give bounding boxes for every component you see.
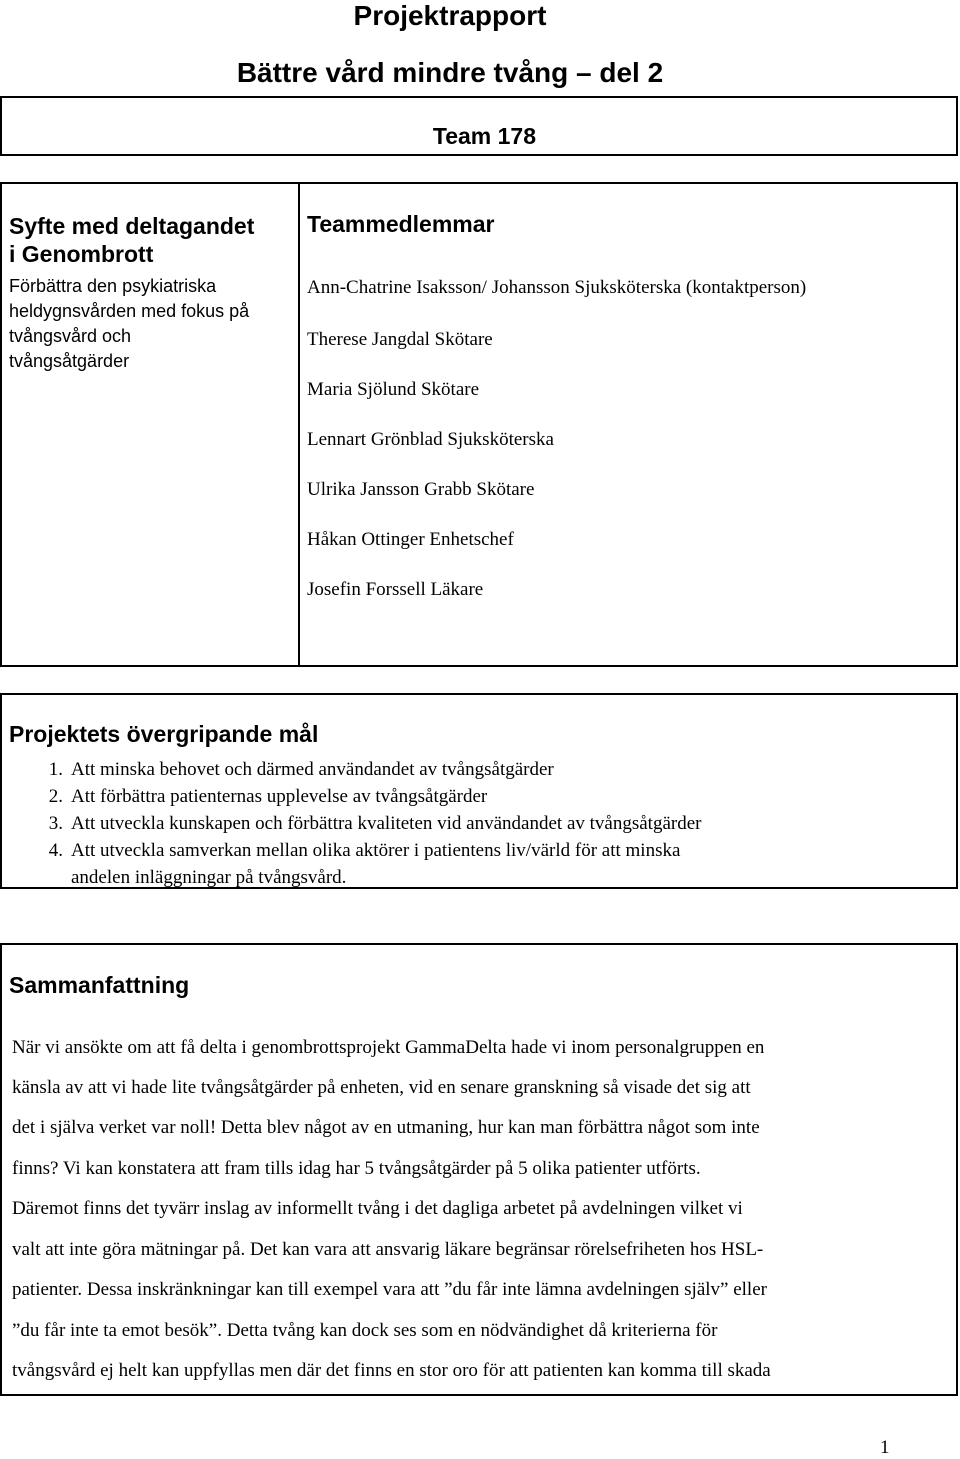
goal-text: Att förbättra patienternas upplevelse av tvångsåtgärder <box>71 786 488 807</box>
goal-text: Att minska behovet och därmed användandet av tvångsåtgärder <box>71 759 554 780</box>
document-title: Projektrapport <box>353 0 547 31</box>
summary-line: När vi ansökte om att få delta i genombrottsprojekt GammaDelta hade vi inom personalgruppen en <box>12 1037 765 1058</box>
summary-line: känsla av att vi hade lite tvångsåtgärder på enheten, vid en senare granskning så visade det sig att <box>12 1077 751 1098</box>
purpose-heading-line: Syfte med deltagandet <box>9 213 255 239</box>
summary-box <box>0 943 958 1396</box>
purpose-text-line: Förbättra den psykiatriska <box>9 276 217 296</box>
team-member: Therese Jangdal Skötare <box>307 329 493 350</box>
goals-box <box>0 693 958 889</box>
goal-number: 2. <box>48 786 63 807</box>
team-member: Maria Sjölund Skötare <box>307 379 480 400</box>
summary-heading: Sammanfattning <box>9 972 190 998</box>
purpose-text <box>9 274 249 374</box>
summary-line: ”du får inte ta emot besök”. Detta tvång kan dock ses som en nödvändighet då kriterierna för <box>12 1320 718 1341</box>
table-divider <box>298 184 300 665</box>
purpose-text-line: tvångsvård och <box>9 326 132 346</box>
goal-item <box>9 783 701 810</box>
goal-item-continuation <box>9 864 701 891</box>
goals-heading: Projektets övergripande mål <box>9 721 319 747</box>
team-members-heading: Teammedlemmar <box>307 211 495 237</box>
info-table <box>0 182 958 667</box>
team-member: Ulrika Jansson Grabb Skötare <box>307 479 535 500</box>
team-member: Lennart Grönblad Sjuksköterska <box>307 429 554 450</box>
summary-line: finns? Vi kan konstatera att fram tills idag har 5 tvångsåtgärder på 5 olika patienter utförts. <box>12 1158 701 1179</box>
summary-line: tvångsvård ej helt kan uppfyllas men där det finns en stor oro för att patienten kan komma till skada <box>12 1360 771 1381</box>
summary-line: patienter. Dessa inskränkningar kan till exempel vara att ”du får inte lämna avdelningen själv” eller <box>12 1279 767 1300</box>
goal-number: 1. <box>48 759 63 780</box>
goal-item <box>9 837 701 864</box>
summary-line: Däremot finns det tyvärr inslag av informellt tvång i det dagliga arbetet på avdelningen vilket vi <box>12 1198 743 1219</box>
goal-number: 3. <box>48 813 63 834</box>
goal-number: 4. <box>48 840 63 861</box>
purpose-heading-line: i Genombrott <box>9 241 154 267</box>
purpose-text-line: tvångsåtgärder <box>9 351 130 371</box>
summary-line: det i själva verket var noll! Detta blev något av en utmaning, hur kan man förbättra något som inte <box>12 1117 760 1138</box>
purpose-heading <box>9 212 254 268</box>
goals-list <box>9 756 701 891</box>
document-subtitle: Bättre vård mindre tvång – del 2 <box>236 57 664 88</box>
page-number: 1 <box>880 1437 890 1458</box>
team-member: Josefin Forssell Läkare <box>307 579 484 600</box>
summary-line: valt att inte göra mätningar på. Det kan vara att ansvarig läkare begränsar rörelsefriheten hos HSL- <box>12 1239 764 1260</box>
goal-item <box>9 810 701 837</box>
team-label: Team 178 <box>432 123 536 149</box>
goal-text: Att utveckla samverkan mellan olika aktörer i patientens liv/värld för att minska <box>71 840 681 861</box>
team-member: Håkan Ottinger Enhetschef <box>307 529 514 550</box>
goal-item <box>9 756 701 783</box>
purpose-text-line: heldygnsvården med fokus på <box>9 301 250 321</box>
goal-text: andelen inläggningar på tvångsvård. <box>71 867 347 888</box>
team-member: Ann-Chatrine Isaksson/ Johansson Sjuksköterska (kontaktperson) <box>307 277 807 298</box>
goal-text: Att utveckla kunskapen och förbättra kvaliteten vid användandet av tvångsåtgärder <box>71 813 702 834</box>
team-box <box>0 96 958 156</box>
